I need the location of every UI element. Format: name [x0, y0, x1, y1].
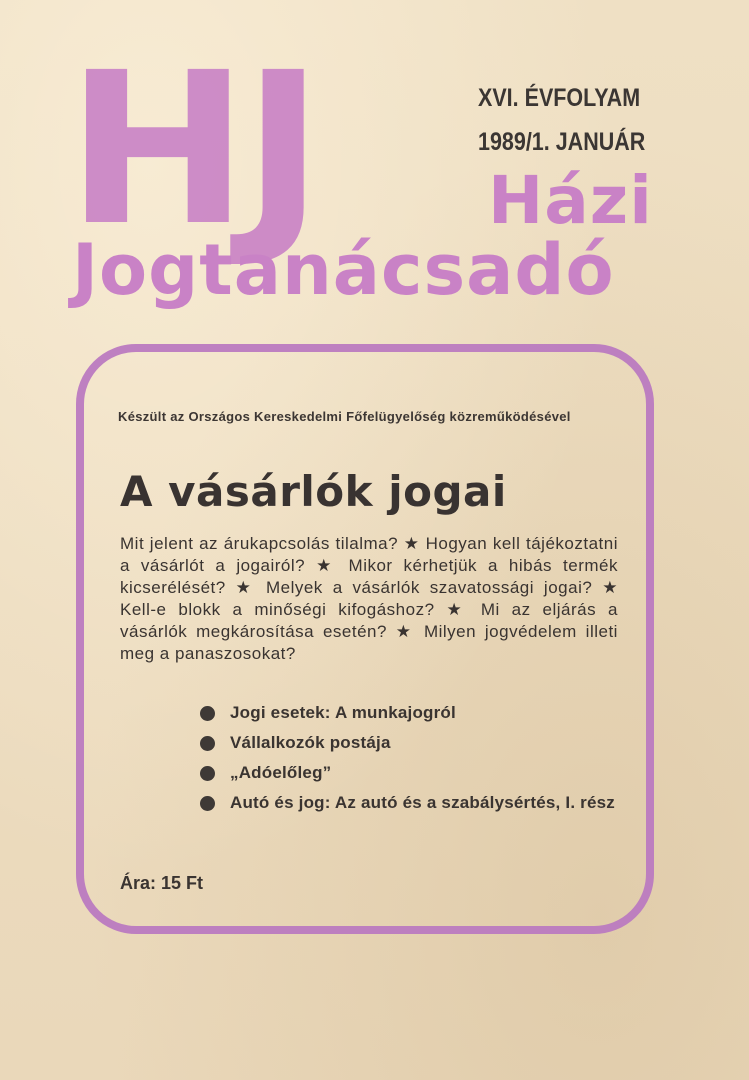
question-text: Kell-e blokk a minőségi kifogáshoz? — [120, 600, 435, 619]
issue-date: 1989/1. JANUÁR — [478, 128, 646, 156]
title-line-1: Házi — [488, 162, 653, 239]
topic-list — [194, 702, 634, 822]
question-list — [120, 533, 618, 665]
question-text: Mi az eljárás a vásárlók megkárosítása esetén? — [120, 600, 618, 641]
price-label: Ára: 15 Ft — [120, 873, 204, 893]
topic-label: Autó és jog: Az autó és a szabálysértés, I. rész — [230, 793, 615, 812]
topic-label: Vállalkozók postája — [230, 733, 391, 752]
question-text: Mit jelent az árukapcsolás tilalma? — [120, 534, 399, 553]
star-separator-icon: ★ — [235, 578, 257, 597]
bullet-dot-icon — [200, 796, 215, 811]
topic-item — [194, 732, 634, 754]
star-separator-icon: ★ — [395, 622, 416, 641]
question-text: Mikor kérhetjük a hibás termék kicserélését? — [120, 556, 618, 597]
bullet-dot-icon — [200, 706, 215, 721]
topic-item — [194, 792, 634, 814]
topic-item — [194, 702, 634, 724]
bullet-dot-icon — [200, 736, 215, 751]
question-text: Milyen jogvédelem illeti meg a panaszosokat? — [120, 622, 618, 663]
main-headline: A vásárlók jogai — [120, 467, 507, 516]
bullet-dot-icon — [200, 766, 215, 781]
topic-label: Jogi esetek: A munkajogról — [230, 703, 456, 722]
question-text: Melyek a vásárlók szavatossági jogai? — [265, 578, 593, 597]
question-text: Hogyan kell tájékoztatni a vásárlót a jogairól? — [120, 534, 618, 575]
star-separator-icon: ★ — [446, 600, 469, 619]
topic-item — [194, 762, 634, 784]
star-separator-icon: ★ — [403, 534, 420, 553]
title-line-2: Jogtanácsadó — [72, 229, 615, 311]
topic-label: „Adóelőleg” — [230, 763, 332, 782]
credit-note: Készült az Országos Kereskedelmi Főfelügyelőség közreműködésével — [118, 409, 571, 424]
star-separator-icon: ★ — [316, 556, 338, 575]
volume-label: XVI. ÉVFOLYAM — [478, 84, 641, 112]
hj-logo: HJ — [66, 27, 318, 272]
star-separator-icon: ★ — [602, 578, 618, 597]
